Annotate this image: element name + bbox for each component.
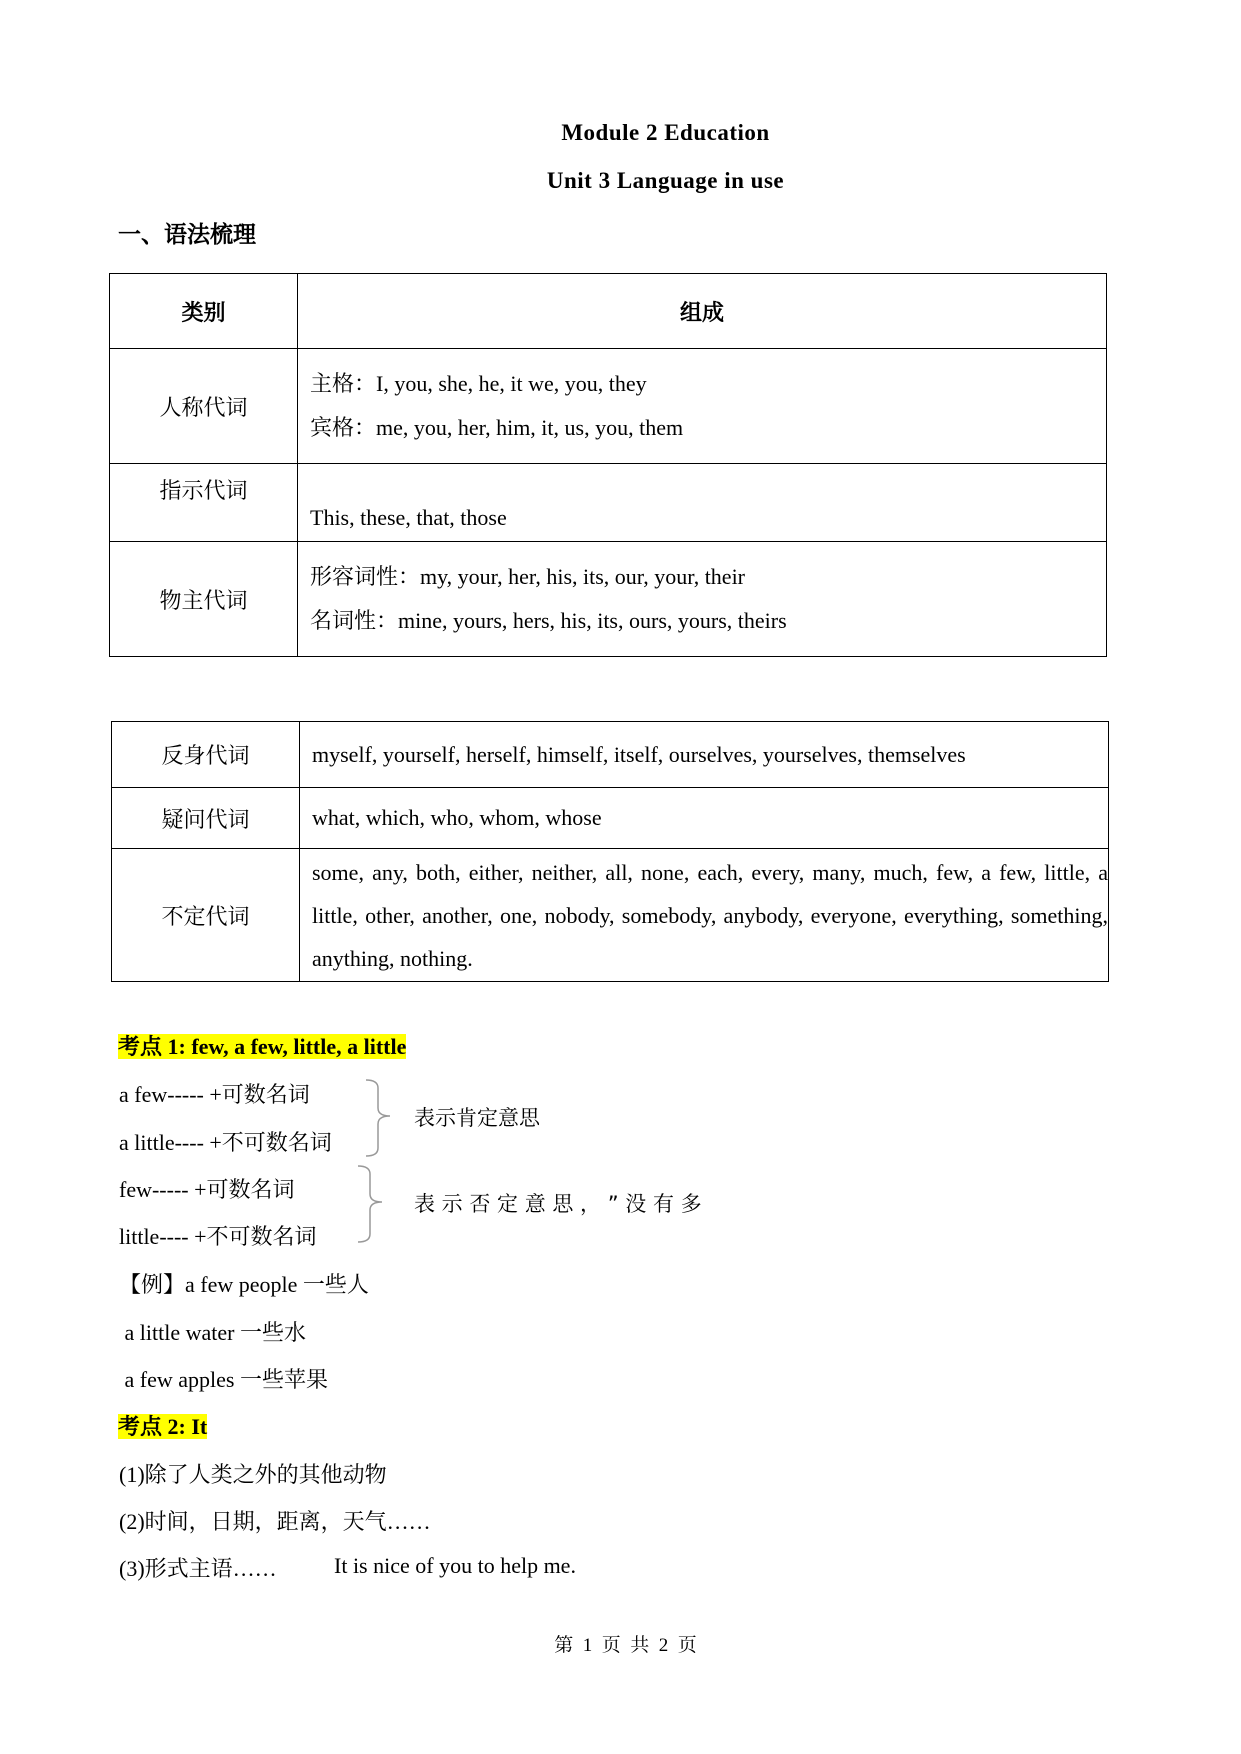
category-cell: 疑问代词 xyxy=(112,788,300,849)
rule-item: little---- +不可数名词 xyxy=(119,1224,317,1249)
category-cell: 人称代词 xyxy=(110,349,298,464)
table-header-row xyxy=(110,274,1107,349)
point-2-title: 考点 2: It xyxy=(118,1414,208,1439)
usage-example: It is nice of you to help me. xyxy=(334,1553,576,1578)
header-composition: 组成 xyxy=(298,274,1107,349)
usage-item: (3)形式主语…… xyxy=(119,1556,277,1581)
composition-cell: what, which, who, whom, whose xyxy=(300,788,1109,849)
example-line: a few apples 一些苹果 xyxy=(119,1367,328,1392)
composition-cell xyxy=(298,349,1107,464)
composition-cell xyxy=(298,542,1107,657)
composition-cell: some, any, both, either, neither, all, none, each, every, many, much, few, a few, little, a little, other, another, one, nobody, somebody, anybody, everyone, everything, something, anything, nothing. xyxy=(300,849,1109,982)
pronoun-table-2 xyxy=(111,721,1109,982)
table-row xyxy=(110,349,1107,464)
row-line: 形容词性：my, your, her, his, its, our, your, their xyxy=(310,564,746,589)
composition-cell xyxy=(298,464,1107,542)
row-line: 主格：I, you, she, he, it we, you, they xyxy=(310,371,647,396)
row-line: 宾格：me, you, her, him, it, us, you, them xyxy=(310,415,684,440)
header-category: 类别 xyxy=(110,274,298,349)
usage-item: (1)除了人类之外的其他动物 xyxy=(119,1462,387,1487)
category-cell: 物主代词 xyxy=(110,542,298,657)
category-cell: 不定代词 xyxy=(112,849,300,982)
rule-item: few----- +可数名词 xyxy=(119,1177,295,1202)
usage-item: (2)时间，日期，距离，天气…… xyxy=(119,1509,431,1534)
table-row xyxy=(110,542,1107,657)
pronoun-table-1 xyxy=(109,273,1107,657)
category-cell: 反身代词 xyxy=(112,722,300,788)
example-line: a little water 一些水 xyxy=(119,1320,306,1345)
composition-cell: myself, yourself, herself, himself, itself, ourselves, yourselves, themselves xyxy=(300,722,1109,788)
negative-meaning: 表 示 否 定 意 思 ， ” 没 有 多 xyxy=(414,1192,702,1216)
table-row xyxy=(112,722,1109,788)
positive-meaning: 表示肯定意思 xyxy=(414,1106,540,1130)
category-cell: 指示代词 xyxy=(110,464,298,542)
rule-item: a little---- +不可数名词 xyxy=(119,1130,332,1155)
brace-positive-icon xyxy=(360,1078,410,1158)
section-heading: 一、语法梳理 xyxy=(118,222,256,248)
page-footer: 第 1 页 共 2 页 xyxy=(554,1635,697,1656)
table-row xyxy=(112,788,1109,849)
row-line: This, these, that, those xyxy=(310,505,507,530)
example-line: 【例】a few people 一些人 xyxy=(119,1272,369,1297)
row-line: 名词性：mine, yours, hers, his, its, ours, yours, theirs xyxy=(310,608,787,633)
point-1-title: 考点 1: few, a few, little, a little xyxy=(118,1034,407,1059)
table-row xyxy=(110,464,1107,542)
unit-title: Unit 3 Language in use xyxy=(546,168,785,193)
rule-item: a few----- +可数名词 xyxy=(119,1082,310,1107)
module-title: Module 2 Education xyxy=(561,120,770,145)
table-row xyxy=(112,849,1109,982)
brace-negative-icon xyxy=(352,1164,402,1244)
